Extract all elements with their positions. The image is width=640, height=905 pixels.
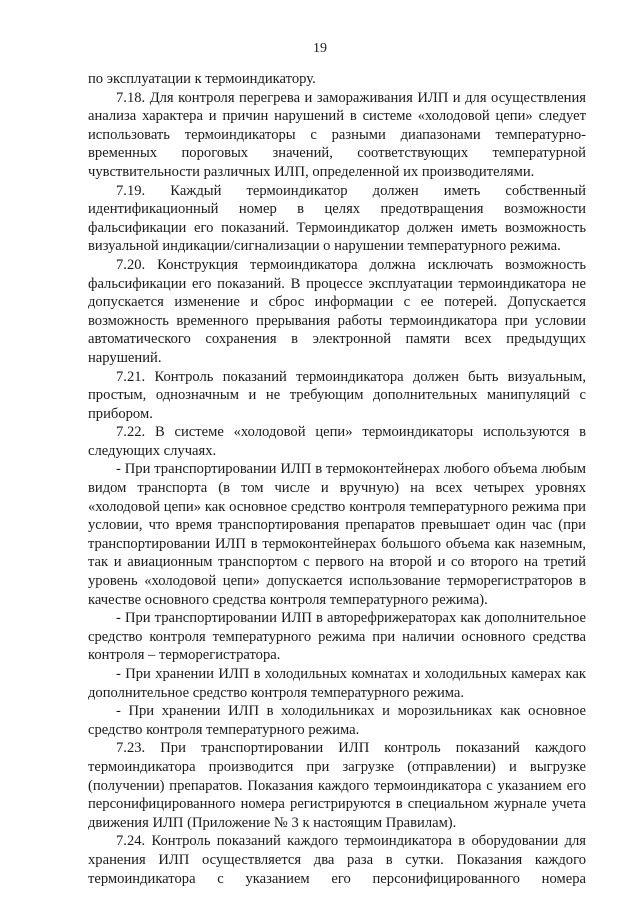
list-item-storage-fridges: - При хранении ИЛП в холодильниках и морозильниках как основное средство контроля температурного режима.	[88, 703, 586, 738]
page-number: 19	[313, 41, 327, 56]
paragraph-7-18: 7.18. Для контроля перегрева и замораживания ИЛП и для осуществления анализа характера и причин нарушений в системе «холодовой цепи» следует использовать термоиндикаторы с разными диапазонами температурно-временных пороговых значений, соответствующих температурной чувствительности различных ИЛП, определенной их производителями.	[88, 89, 586, 180]
paragraph-7-22: 7.22. В системе «холодовой цепи» термоиндикаторы используются в следующих случаях.	[88, 424, 586, 459]
paragraph-continuation: по эксплуатации к термоиндикатору.	[88, 71, 316, 87]
paragraph-7-20: 7.20. Конструкция термоиндикатора должна исключать возможность фальсификации его показаний. В процессе эксплуатации термоиндикатора не допускается изменение и сброс информации с ее потерей. Допускается возможность временного прерывания работы термоиндикатора при условии автоматического сохранения в электронной памяти всех предыдущих нарушений.	[88, 256, 586, 366]
list-item-storage-cold-rooms: - При хранении ИЛП в холодильных комнатах и холодильных камерах как дополнительное средство контроля температурного режима.	[88, 666, 586, 701]
document-body	[88, 70, 586, 888]
paragraph-7-21: 7.21. Контроль показаний термоиндикатора должен быть визуальным, простым, однозначным и не требующим дополнительных манипуляций с прибором.	[88, 368, 586, 422]
list-item-transport-refrigerators: - При транспортировании ИЛП в авторефрижераторах как дополнительное средство контроля температурного режима при наличии основного средства контроля – терморегистратора.	[88, 610, 586, 664]
list-item-transport-thermocontainers: - При транспортировании ИЛП в термоконтейнерах любого объема любым видом транспорта (в том числе и вручную) на всех четырех уровнях «холодовой цепи» как основное средство контроля температурного режима при условии, что время транспортирования препаратов превышает один час (при транспортировании ИЛП в термоконтейнерах большого объема как наземным, так и авиационным транспортом с первого на второй и со второго на третий уровень «холодовой цепи» допускается использование терморегистраторов в качестве основного средства контроля температурного режима).	[88, 461, 586, 608]
paragraph-7-23: 7.23. При транспортировании ИЛП контроль показаний каждого термоиндикатора производится при загрузке (отправлении) и выгрузке (получении) препаратов. Показания каждого термоиндикатора с указанием его персонифицированного номера регистрируются в специальном журнале учета движения ИЛП (Приложение № 3 к настоящим Правилам).	[88, 740, 586, 831]
paragraph-7-19: 7.19. Каждый термоиндикатор должен иметь собственный идентификационный номер в целях предотвращения возможности фальсификации его показаний. Термоиндикатор должен иметь возможность визуальной индикации/сигнализации о нарушении температурного режима.	[88, 182, 586, 255]
paragraph-7-24: 7.24. Контроль показаний каждого термоиндикатора в оборудовании для хранения ИЛП осуществляется два раза в сутки. Показания каждого термоиндикатора с указанием его персонифицированного номера	[88, 833, 586, 887]
